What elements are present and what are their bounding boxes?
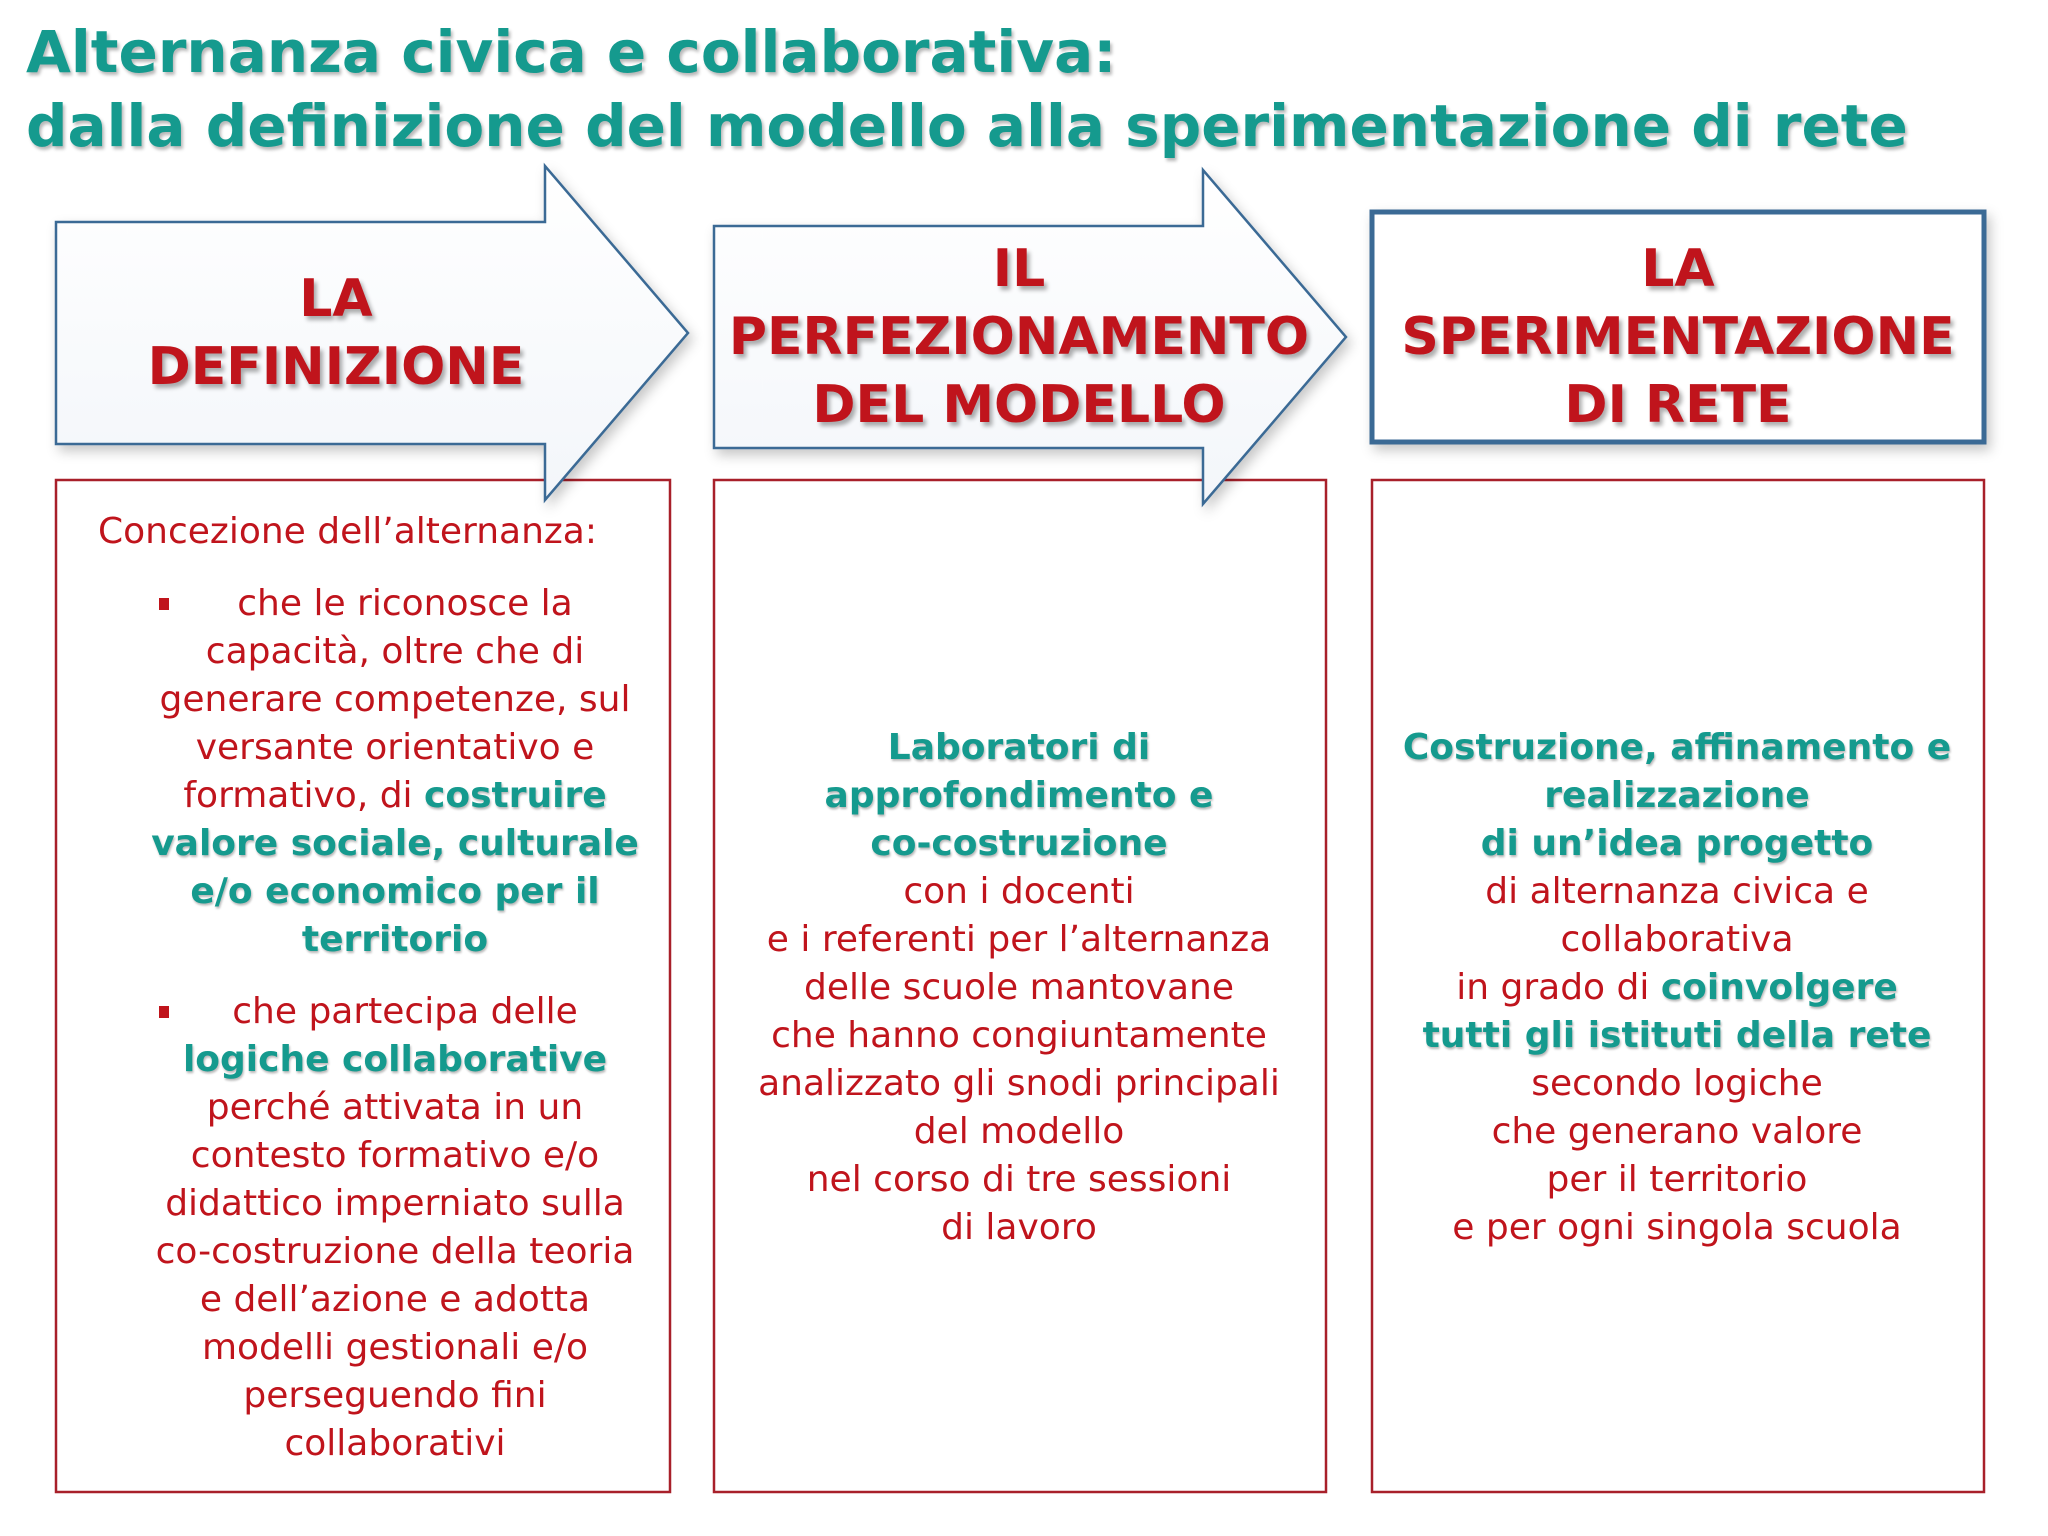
text-line — [714, 868, 1324, 916]
text-line — [130, 1420, 660, 1468]
text-run: collaborativi — [284, 1423, 506, 1464]
text-line — [714, 964, 1324, 1012]
text-line — [130, 580, 660, 628]
text-run: co-costruzione della teoria — [155, 1231, 635, 1272]
text-line — [1372, 868, 1982, 916]
text-line — [1372, 1156, 1982, 1204]
highlighted-text: di un’idea progetto — [1480, 823, 1874, 864]
text-line — [130, 1276, 660, 1324]
text-line — [1372, 1204, 1982, 1252]
text-line — [130, 724, 660, 772]
text-line — [130, 1084, 660, 1132]
text-run: perché attivata in un — [206, 1087, 584, 1128]
text-line — [714, 820, 1324, 868]
text-run: analizzato gli snodi principali — [758, 1063, 1280, 1104]
text-run: e i referenti per l’alternanza — [766, 919, 1272, 960]
text-run: in grado di — [1456, 967, 1661, 1008]
text-line — [130, 1132, 660, 1180]
text-run: capacità, oltre che di — [205, 631, 585, 672]
text-run: delle scuole mantovane — [804, 967, 1234, 1008]
step-header-2 — [714, 226, 1324, 448]
step-3-description — [1372, 724, 1982, 1252]
text-line — [130, 772, 660, 820]
step-2-description — [714, 724, 1324, 1252]
highlighted-text: tutti gli istituti della rete — [1422, 1015, 1932, 1056]
text-line — [1372, 1108, 1982, 1156]
step-header-3-line: LA — [1641, 239, 1715, 299]
text-run: di alternanza civica e — [1485, 871, 1869, 912]
text-line — [130, 916, 660, 964]
text-run: nel corso di tre sessioni — [806, 1159, 1232, 1200]
highlighted-text: e/o economico per il — [190, 871, 600, 912]
text-run: di lavoro — [941, 1207, 1097, 1248]
text-line — [130, 988, 660, 1036]
text-line — [130, 1324, 660, 1372]
text-line — [1372, 820, 1982, 868]
step-header-1-line: LA — [299, 269, 373, 329]
text-run: che hanno congiuntamente — [771, 1015, 1267, 1056]
text-line — [130, 1180, 660, 1228]
text-line — [714, 1156, 1324, 1204]
text-line — [130, 868, 660, 916]
text-line — [1372, 1012, 1982, 1060]
text-run: didattico imperniato sulla — [165, 1183, 625, 1224]
highlighted-text: approfondimento e — [824, 775, 1214, 816]
text-run: modelli gestionali e/o — [201, 1327, 589, 1368]
text-line — [714, 772, 1324, 820]
text-line — [714, 1108, 1324, 1156]
text-run: contesto formativo e/o — [190, 1135, 600, 1176]
text-line — [1372, 772, 1982, 820]
title-line-1: Alternanza civica e collaborativa: — [26, 18, 1117, 86]
highlighted-text: coinvolgere — [1660, 967, 1898, 1008]
highlighted-text: realizzazione — [1544, 775, 1810, 816]
highlighted-text: territorio — [301, 919, 489, 960]
step-header-3-line: SPERIMENTAZIONE — [1401, 307, 1955, 367]
highlighted-text: Laboratori di — [887, 727, 1151, 768]
text-line — [130, 628, 660, 676]
text-run: che le riconosce la — [237, 583, 573, 624]
step-header-2-line: PERFEZIONAMENTO — [728, 307, 1310, 367]
text-line — [714, 1060, 1324, 1108]
text-run: e per ogni singola scuola — [1452, 1207, 1902, 1248]
text-run: secondo logiche — [1531, 1063, 1823, 1104]
text-line — [714, 1012, 1324, 1060]
highlighted-text: co-costruzione — [870, 823, 1168, 864]
step-header-3 — [1372, 226, 1984, 448]
text-run: generare competenze, sul — [159, 679, 631, 720]
highlighted-text: valore sociale, culturale — [151, 823, 639, 864]
text-line — [714, 724, 1324, 772]
text-line — [130, 1228, 660, 1276]
step-header-3-line: DI RETE — [1564, 375, 1792, 435]
text-run: del modello — [913, 1111, 1125, 1152]
highlighted-text: Costruzione, affinamento e — [1402, 727, 1952, 768]
title-line-2: dalla definizione del modello alla sperimentazione di rete — [26, 92, 1908, 160]
text-run: formativo, di — [183, 775, 425, 816]
highlighted-text: logiche collaborative — [182, 1039, 608, 1080]
step-header-1-line: DEFINIZIONE — [147, 337, 525, 397]
text-run: con i docenti — [903, 871, 1135, 912]
text-line — [714, 916, 1324, 964]
text-line — [1372, 724, 1982, 772]
text-run: versante orientativo e — [195, 727, 595, 768]
text-run: perseguendo fini — [243, 1375, 547, 1416]
text-line — [130, 676, 660, 724]
step-header-2-line: DEL MODELLO — [812, 375, 1226, 435]
text-line — [130, 820, 660, 868]
step-header-1 — [56, 222, 616, 444]
text-line — [714, 1204, 1324, 1252]
text-line — [1372, 1060, 1982, 1108]
step-header-2-line: IL — [992, 239, 1046, 299]
text-line — [1372, 916, 1982, 964]
highlighted-text: costruire — [424, 775, 607, 816]
text-run: collaborativa — [1560, 919, 1794, 960]
bullet-1-text — [130, 580, 660, 964]
concept-intro: Concezione dell’alternanza: — [98, 511, 597, 552]
text-run: per il territorio — [1546, 1159, 1808, 1200]
text-run: e dell’azione e adotta — [199, 1279, 591, 1320]
text-run: che generano valore — [1491, 1111, 1863, 1152]
text-line — [130, 1036, 660, 1084]
text-run: che partecipa delle — [232, 991, 578, 1032]
text-line — [130, 1372, 660, 1420]
text-line — [1372, 964, 1982, 1012]
bullet-2-text — [130, 988, 660, 1468]
